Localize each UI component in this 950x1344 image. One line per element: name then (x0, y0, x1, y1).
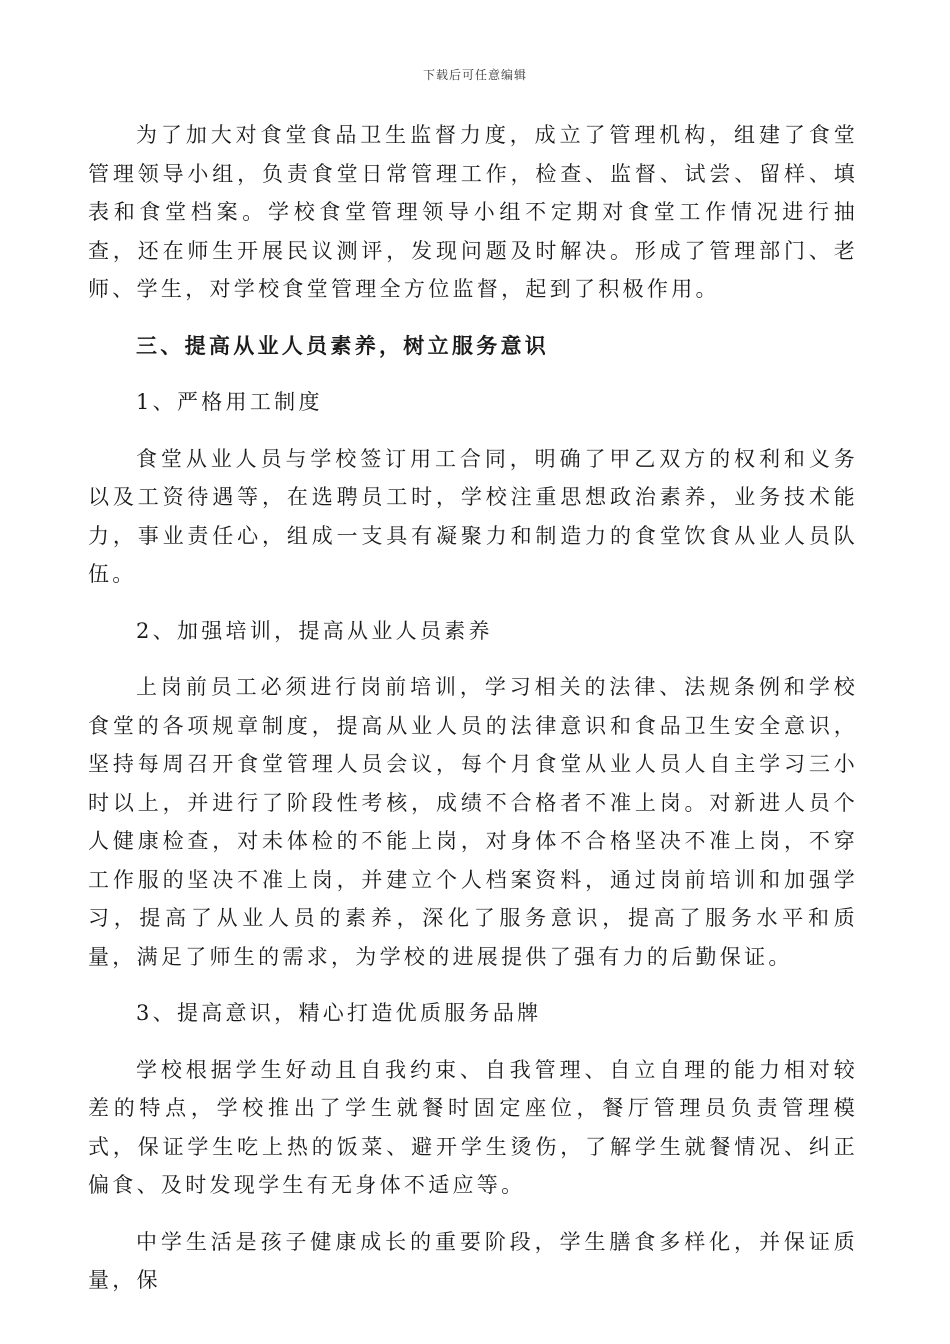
section-heading-3: 三、提高从业人员素养，树立服务意识 (136, 333, 550, 358)
subheading-1: 1、严格用工制度 (136, 390, 323, 414)
paragraph-nutrition: 中学生活是孩子健康成长的重要阶段，学生膳食多样化，并保证质量，保 (88, 1229, 858, 1292)
subheading-3: 3、提高意识，精心打造优质服务品牌 (136, 1001, 542, 1025)
subheading-2: 2、加强培训，提高从业人员素养 (136, 618, 493, 643)
paragraph-training: 上岗前员工必须进行岗前培训，学习相关的法律、法规条例和学校食堂的各项规章制度，提高从业人员的法律意识和食品卫生安全意识，坚持每周召开食堂管理人员会议，每个月食堂从业人员人自主学习三小时以上，并进行了阶段性考核，成绩不合格者不准上岗。对新进人员个人健康检查，对未体检的不能上岗，对身体不合格坚决不准上岗，不穿工作服的坚决不准上岗，并建立个人档案资料，通过岗前培训和加强学习，提高了从业人员的素养，深化了服务意识，提高了服务水平和质量，满足了师生的需求，为学校的进展提供了强有力的后勤保证。 (88, 675, 858, 969)
paragraph-supervision: 为了加大对食堂食品卫生监督力度，成立了管理机构，组建了食堂管理领导小组，负责食堂日常管理工作，检查、监督、试尝、留样、填表和食堂档案。学校食堂管理领导小组不定期对食堂工作情况进行抽查，还在师生开展民议测评，发现问题及时解决。形成了管理部门、老师、学生，对学校食堂管理全方位监督，起到了积极作用。 (88, 123, 858, 301)
document-body (88, 116, 858, 1318)
paragraph-service: 学校根据学生好动且自我约束、自我管理、自立自理的能力相对较差的特点，学校推出了学生就餐时固定座位，餐厅管理员负责管理模式，保证学生吃上热的饭菜、避开学生烫伤，了解学生就餐情况、纠正偏食、及时发现学生有无身体不适应等。 (88, 1057, 858, 1197)
paragraph-contract: 食堂从业人员与学校签订用工合同，明确了甲乙双方的权利和义务以及工资待遇等，在选聘员工时，学校注重思想政治素养，业务技术能力，事业责任心，组成一支具有凝聚力和制造力的食堂饮食从业人员队伍。 (88, 446, 858, 586)
page-header: 下载后可任意编辑 (422, 68, 527, 82)
